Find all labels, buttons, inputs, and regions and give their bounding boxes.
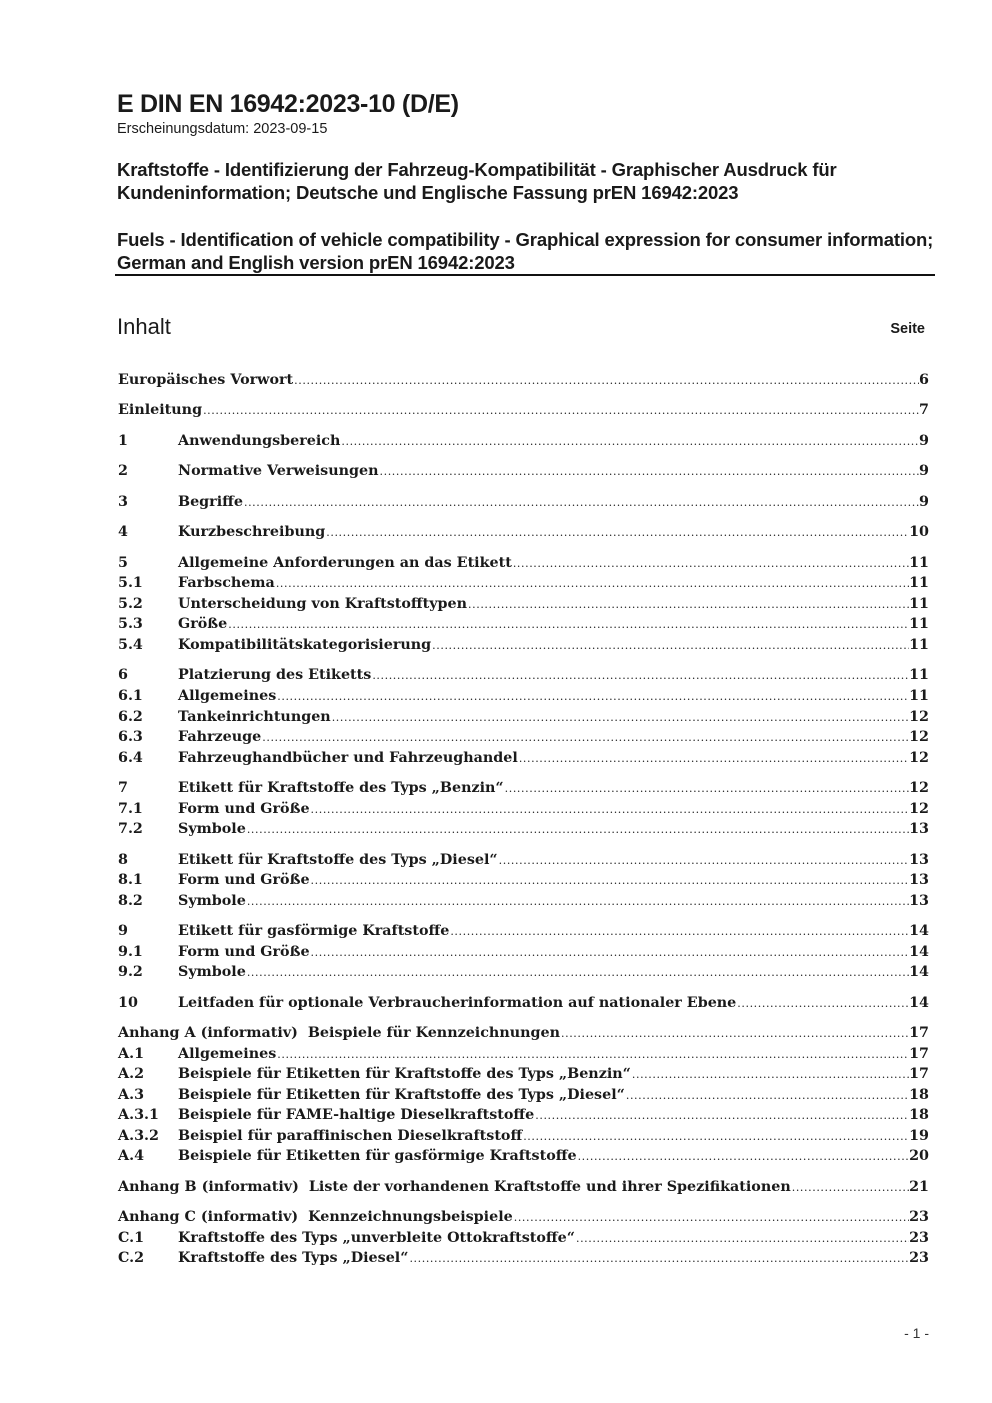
toc-entry-page: 17 — [909, 1025, 929, 1041]
toc-entry[interactable] — [118, 555, 929, 575]
toc-entry[interactable] — [118, 852, 929, 872]
toc-entry-page: 14 — [909, 964, 929, 980]
toc-dot-leader — [246, 966, 909, 979]
toc-entry-title: Anhang B (informativ) Liste der vorhandenen Kraftstoffe und ihrer Spezifikationen — [118, 1179, 791, 1195]
toc-dot-leader — [246, 823, 909, 836]
toc-dot-leader — [310, 803, 910, 816]
toc-entry-title: Tankeinrichtungen — [178, 709, 331, 725]
toc-dot-leader — [275, 577, 909, 590]
toc-entry-page: 23 — [909, 1250, 929, 1266]
toc-dot-leader — [518, 752, 909, 765]
toc-entry-page: 11 — [909, 575, 929, 591]
toc-dot-leader — [512, 557, 909, 570]
toc-entry-title: Kurzbeschreibung — [178, 524, 326, 540]
toc-entry-title: Fahrzeuge — [178, 729, 262, 745]
toc-entry-number: 9.1 — [118, 944, 143, 960]
toc-dot-leader — [534, 1109, 909, 1122]
toc-entry-title: Form und Größe — [178, 801, 310, 817]
toc-entry-page: 13 — [909, 893, 929, 909]
toc-entry-title: Anhang C (informativ) Kennzeichnungsbeispiele — [118, 1209, 513, 1225]
toc-entry-page: 13 — [909, 872, 929, 888]
toc-entry-number: 5.1 — [118, 575, 143, 591]
toc-entry-title: Beispiele für Etiketten für Kraftstoffe des Typs „Benzin“ — [178, 1066, 631, 1082]
toc-entry-number: A.4 — [118, 1148, 145, 1164]
toc-dot-leader — [227, 618, 909, 631]
toc-dot-leader — [504, 782, 909, 795]
toc-entry[interactable] — [118, 923, 929, 943]
toc-entry-title: Größe — [178, 616, 228, 632]
toc-dot-leader — [513, 1211, 909, 1224]
toc-entry-number: 8.2 — [118, 893, 143, 909]
toc-entry-page: 18 — [909, 1087, 929, 1103]
toc-entry-title: Einleitung — [118, 402, 203, 418]
toc-entry-page: 21 — [909, 1179, 929, 1195]
toc-entry-title: Etikett für gasförmige Kraftstoffe — [178, 923, 450, 939]
toc-entry-number: A.3 — [118, 1087, 145, 1103]
toc-entry-number: C.2 — [118, 1250, 145, 1266]
toc-entry-number: C.1 — [118, 1230, 145, 1246]
toc-entry-title: Allgemeines — [178, 1046, 277, 1062]
toc-heading: Inhalt — [117, 314, 171, 339]
toc-entry[interactable] — [118, 750, 929, 770]
toc-entry[interactable] — [118, 995, 929, 1015]
toc-entry-number: 6.4 — [118, 750, 143, 766]
toc-entry-number: 7.2 — [118, 821, 143, 837]
toc-entry-title: Platzierung des Etiketts — [178, 667, 372, 683]
document-id: E DIN EN 16942:2023-10 (D/E) — [117, 90, 459, 118]
toc-entry-title: Europäisches Vorwort — [118, 372, 294, 388]
toc-entry[interactable] — [118, 575, 929, 595]
title-divider — [115, 274, 935, 276]
toc-entry[interactable] — [118, 1128, 929, 1148]
toc-dot-leader — [340, 435, 919, 448]
toc-entry-page: 17 — [909, 1046, 929, 1062]
toc-entry[interactable] — [118, 1107, 929, 1127]
toc-entry-title: Symbole — [178, 893, 246, 909]
toc-entry[interactable] — [118, 801, 929, 821]
toc-entry-title: Beispiel für paraffinischen Dieselkraftstoff — [178, 1128, 523, 1144]
toc-entry-title: Form und Größe — [178, 872, 310, 888]
toc-entry[interactable] — [118, 780, 929, 800]
toc-dot-leader — [736, 997, 909, 1010]
toc-entry-number: 1 — [118, 433, 128, 449]
toc-dot-leader — [261, 731, 909, 744]
toc-entry[interactable] — [118, 402, 929, 422]
toc-entry-page: 11 — [909, 616, 929, 632]
toc-entry-page: 9 — [919, 494, 929, 510]
toc-dot-leader — [575, 1232, 909, 1245]
toc-entry-number: 6.3 — [118, 729, 143, 745]
toc-entry[interactable] — [118, 1230, 929, 1250]
toc-entry-page: 12 — [909, 780, 929, 796]
toc-entry-page: 14 — [909, 923, 929, 939]
toc-entry-page: 12 — [909, 801, 929, 817]
toc-dot-leader — [522, 1130, 909, 1143]
toc-entry-number: 9 — [118, 923, 128, 939]
toc-entry-page: 9 — [919, 463, 929, 479]
toc-entry-page: 12 — [909, 709, 929, 725]
toc-dot-leader — [791, 1181, 909, 1194]
toc-dot-leader — [449, 925, 909, 938]
toc-entry[interactable] — [118, 1250, 929, 1270]
toc-entry-number: 3 — [118, 494, 128, 510]
toc-entry-title: Kompatibilitätskategorisierung — [178, 637, 432, 653]
toc-entry-page: 9 — [919, 433, 929, 449]
page-number: - 1 - — [904, 1325, 929, 1341]
toc-entry-page: 12 — [909, 729, 929, 745]
toc-dot-leader — [467, 598, 909, 611]
toc-entry-title: Leitfaden für optionale Verbraucherinformation auf nationaler Ebene — [178, 995, 737, 1011]
toc-entry-title: Symbole — [178, 821, 246, 837]
toc-entry-page: 18 — [909, 1107, 929, 1123]
toc-entry[interactable] — [118, 616, 929, 636]
toc-entry-number: 8 — [118, 852, 128, 868]
toc-entry-number: 9.2 — [118, 964, 143, 980]
title-english: Fuels - Identification of vehicle compatibility - Graphical expression for consumer information; German and English version prEN 16942:2023 — [117, 229, 934, 273]
toc-entry-page: 17 — [909, 1066, 929, 1082]
toc-entry[interactable] — [118, 709, 929, 729]
toc-dot-leader — [276, 1048, 909, 1061]
toc-entry[interactable] — [118, 1046, 929, 1066]
toc-entry-page: 14 — [909, 944, 929, 960]
toc-entry[interactable] — [118, 944, 929, 964]
toc-dot-leader — [293, 374, 919, 387]
toc-entry-title: Unterscheidung von Kraftstofftypen — [178, 596, 468, 612]
toc-entry[interactable] — [118, 1087, 929, 1107]
toc-entry-title: Farbschema — [178, 575, 275, 591]
toc-entry-page: 19 — [909, 1128, 929, 1144]
toc-entry-title: Beispiele für FAME-haltige Dieselkraftstoffe — [178, 1107, 535, 1123]
toc-entry-number: 10 — [118, 995, 138, 1011]
toc-dot-leader — [331, 711, 909, 724]
toc-dot-leader — [498, 854, 909, 867]
toc-entry-number: 6 — [118, 667, 128, 683]
toc-dot-leader — [246, 895, 909, 908]
toc-entry-number: 2 — [118, 463, 128, 479]
toc-entry-number: A.1 — [118, 1046, 145, 1062]
toc-entry[interactable] — [118, 372, 929, 392]
toc-entry-page: 12 — [909, 750, 929, 766]
toc-entry[interactable] — [118, 1148, 929, 1168]
toc-entry-page: 11 — [909, 555, 929, 571]
toc-entry[interactable] — [118, 1025, 929, 1045]
toc-entry-number: 6.2 — [118, 709, 143, 725]
toc-entry-page: 20 — [909, 1148, 929, 1164]
toc-entry-page: 13 — [909, 821, 929, 837]
toc-entry-title: Etikett für Kraftstoffe des Typs „Diesel“ — [178, 852, 498, 868]
toc-entry[interactable] — [118, 637, 929, 657]
toc-entry-page: 23 — [909, 1230, 929, 1246]
toc-entry-title: Beispiele für Etiketten für Kraftstoffe des Typs „Diesel“ — [178, 1087, 625, 1103]
toc-entry-page: 10 — [909, 524, 929, 540]
toc-dot-leader — [560, 1027, 909, 1040]
toc-entry[interactable] — [118, 596, 929, 616]
toc-entry-number: A.3.1 — [118, 1107, 159, 1123]
toc-dot-leader — [431, 639, 909, 652]
toc-entry[interactable] — [118, 821, 929, 841]
toc-entry-title: Kraftstoffe des Typs „Diesel“ — [178, 1250, 409, 1266]
toc-dot-leader — [379, 465, 920, 478]
toc-entry-page: 23 — [909, 1209, 929, 1225]
toc-dot-leader — [243, 496, 919, 509]
toc-entry[interactable] — [118, 893, 929, 913]
toc-entry-number: 6.1 — [118, 688, 143, 704]
toc-entry[interactable] — [118, 1209, 929, 1229]
toc-entry-title: Form und Größe — [178, 944, 310, 960]
toc-entry-page: 7 — [919, 402, 929, 418]
toc-dot-leader — [276, 690, 909, 703]
toc-dot-leader — [310, 946, 910, 959]
toc-entry[interactable] — [118, 729, 929, 749]
toc-dot-leader — [202, 404, 919, 417]
toc-entry-title: Anwendungsbereich — [178, 433, 341, 449]
toc-entry-title: Allgemeines — [178, 688, 277, 704]
toc-dot-leader — [408, 1252, 909, 1265]
toc-entry-page: 13 — [909, 852, 929, 868]
toc-entry-title: Symbole — [178, 964, 246, 980]
toc-entry-title: Fahrzeughandbücher und Fahrzeughandel — [178, 750, 518, 766]
toc-entry-number: 5 — [118, 555, 128, 571]
toc-entry-title: Beispiele für Etiketten für gasförmige Kraftstoffe — [178, 1148, 577, 1164]
toc-entry-title: Normative Verweisungen — [178, 463, 379, 479]
toc-entry-title: Etikett für Kraftstoffe des Typs „Benzin“ — [178, 780, 504, 796]
toc-entry-page: 6 — [919, 372, 929, 388]
toc-entry-number: 5.4 — [118, 637, 143, 653]
toc-dot-leader — [325, 526, 909, 539]
toc-entry[interactable] — [118, 1179, 929, 1199]
toc-entry[interactable] — [118, 1066, 929, 1086]
toc-dot-leader — [371, 669, 909, 682]
title-german: Kraftstoffe - Identifizierung der Fahrzeug-Kompatibilität - Graphischer Ausdruck für Kundeninformation; Deutsche und Englische Fassung prEN 16942:2023 — [117, 159, 837, 203]
toc-entry[interactable] — [118, 964, 929, 984]
toc-entry[interactable] — [118, 433, 929, 453]
toc-entry-title: Anhang A (informativ) Beispiele für Kennzeichnungen — [118, 1025, 561, 1041]
toc-entry-title: Kraftstoffe des Typs „unverbleite Ottokraftstoffe“ — [178, 1230, 575, 1246]
toc-entry-number: 7 — [118, 780, 128, 796]
toc-entry-number: 4 — [118, 524, 128, 540]
toc-entry[interactable] — [118, 524, 929, 544]
publication-date: Erscheinungsdatum: 2023-09-15 — [117, 121, 328, 137]
toc-entry-page: 11 — [909, 637, 929, 653]
toc-entry-title: Begriffe — [178, 494, 243, 510]
toc-entry-page: 11 — [909, 667, 929, 683]
toc-entry-page: 11 — [909, 688, 929, 704]
toc-entry[interactable] — [118, 688, 929, 708]
toc-dot-leader — [631, 1068, 909, 1081]
toc-entry-number: A.3.2 — [118, 1128, 159, 1144]
toc-entry[interactable] — [118, 667, 929, 687]
toc-entry-page: 11 — [909, 596, 929, 612]
toc-entry-number: A.2 — [118, 1066, 145, 1082]
toc-entry-page: 14 — [909, 995, 929, 1011]
toc-entry-number: 5.3 — [118, 616, 143, 632]
toc-entry-number: 8.1 — [118, 872, 143, 888]
toc-dot-leader — [625, 1089, 909, 1102]
toc-page-column-heading: Seite — [890, 321, 925, 337]
toc-entry-number: 7.1 — [118, 801, 143, 817]
toc-entry[interactable] — [118, 463, 929, 483]
toc-entry[interactable] — [118, 494, 929, 514]
toc-dot-leader — [310, 874, 910, 887]
toc-entry-number: 5.2 — [118, 596, 143, 612]
toc-entry-title: Allgemeine Anforderungen an das Etikett — [178, 555, 512, 571]
toc-entry[interactable] — [118, 872, 929, 892]
toc-dot-leader — [577, 1150, 910, 1163]
